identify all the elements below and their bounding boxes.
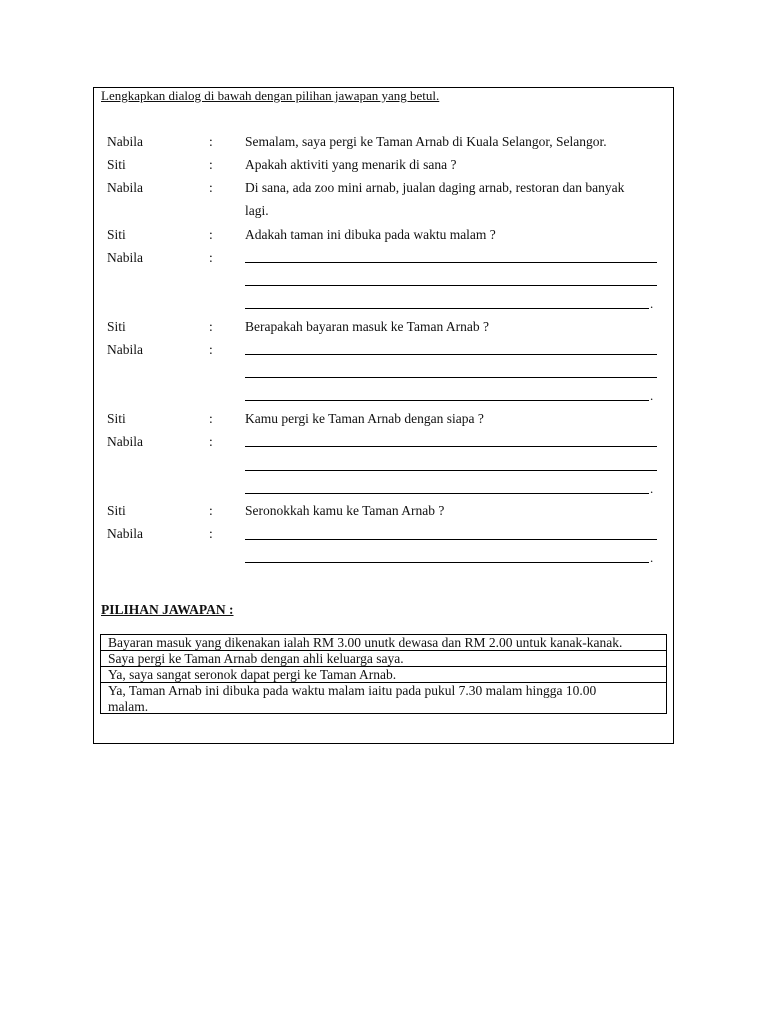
answer-option bbox=[101, 667, 666, 683]
answer-option-text: Saya pergi ke Taman Arnab dengan ahli keluarga saya. bbox=[108, 651, 404, 666]
answer-blank-line[interactable] bbox=[245, 308, 649, 309]
answer-option bbox=[101, 635, 666, 651]
colon: : bbox=[209, 134, 213, 149]
answer-option-text: malam. bbox=[108, 699, 149, 714]
dialog-line: Berapakah bayaran masuk ke Taman Arnab ? bbox=[245, 319, 489, 334]
answer-blank-line[interactable] bbox=[245, 400, 649, 401]
end-mark: . bbox=[650, 296, 654, 311]
answer-blank-line[interactable] bbox=[245, 262, 657, 263]
dialog-line: Seronokkah kamu ke Taman Arnab ? bbox=[245, 503, 445, 518]
speaker-name: Siti bbox=[107, 227, 126, 242]
dialog-line: Di sana, ada zoo mini arnab, jualan daging arnab, restoran dan banyak bbox=[245, 180, 625, 195]
answer-blank-line[interactable] bbox=[245, 285, 657, 286]
dialog-line: Adakah taman ini dibuka pada waktu malam ? bbox=[245, 227, 496, 242]
dialog-line: Semalam, saya pergi ke Taman Arnab di Kuala Selangor, Selangor. bbox=[245, 134, 607, 149]
speaker-name: Siti bbox=[107, 503, 126, 518]
speaker-name: Nabila bbox=[107, 342, 143, 357]
dialog-line: Kamu pergi ke Taman Arnab dengan siapa ? bbox=[245, 411, 484, 426]
answer-option bbox=[101, 683, 666, 714]
answer-blank-line[interactable] bbox=[245, 446, 657, 447]
speaker-name: Siti bbox=[107, 157, 126, 172]
colon: : bbox=[209, 250, 213, 265]
answer-blank-line[interactable] bbox=[245, 377, 657, 378]
answer-blank-line[interactable] bbox=[245, 470, 657, 471]
answer-option-text: Ya, Taman Arnab ini dibuka pada waktu malam iaitu pada pukul 7.30 malam hingga 10.00 bbox=[108, 683, 597, 698]
answer-blank-line[interactable] bbox=[245, 562, 649, 563]
speaker-name: Nabila bbox=[107, 180, 143, 195]
colon: : bbox=[209, 342, 213, 357]
colon: : bbox=[209, 227, 213, 242]
colon: : bbox=[209, 157, 213, 172]
dialog-line: Apakah aktiviti yang menarik di sana ? bbox=[245, 157, 457, 172]
options-title: PILIHAN JAWAPAN : bbox=[101, 602, 234, 617]
speaker-name: Siti bbox=[107, 411, 126, 426]
answer-option-text: Bayaran masuk yang dikenakan ialah RM 3.00 unutk dewasa dan RM 2.00 untuk kanak-kanak. bbox=[108, 635, 623, 650]
end-mark: . bbox=[650, 388, 654, 403]
speaker-name: Siti bbox=[107, 319, 126, 334]
colon: : bbox=[209, 503, 213, 518]
answer-blank-line[interactable] bbox=[245, 354, 657, 355]
answer-option bbox=[101, 651, 666, 667]
instruction-text: Lengkapkan dialog di bawah dengan pilihan jawapan yang betul. bbox=[101, 88, 440, 103]
answer-option-text: Ya, saya sangat seronok dapat pergi ke Taman Arnab. bbox=[108, 667, 397, 682]
colon: : bbox=[209, 411, 213, 426]
colon: : bbox=[209, 434, 213, 449]
dialog-line: lagi. bbox=[245, 203, 269, 218]
speaker-name: Nabila bbox=[107, 434, 143, 449]
speaker-name: Nabila bbox=[107, 134, 143, 149]
end-mark: . bbox=[650, 481, 654, 496]
options-table bbox=[100, 634, 667, 714]
colon: : bbox=[209, 526, 213, 541]
colon: : bbox=[209, 180, 213, 195]
speaker-name: Nabila bbox=[107, 526, 143, 541]
colon: : bbox=[209, 319, 213, 334]
end-mark: . bbox=[650, 550, 654, 565]
answer-blank-line[interactable] bbox=[245, 539, 657, 540]
speaker-name: Nabila bbox=[107, 250, 143, 265]
answer-blank-line[interactable] bbox=[245, 493, 649, 494]
